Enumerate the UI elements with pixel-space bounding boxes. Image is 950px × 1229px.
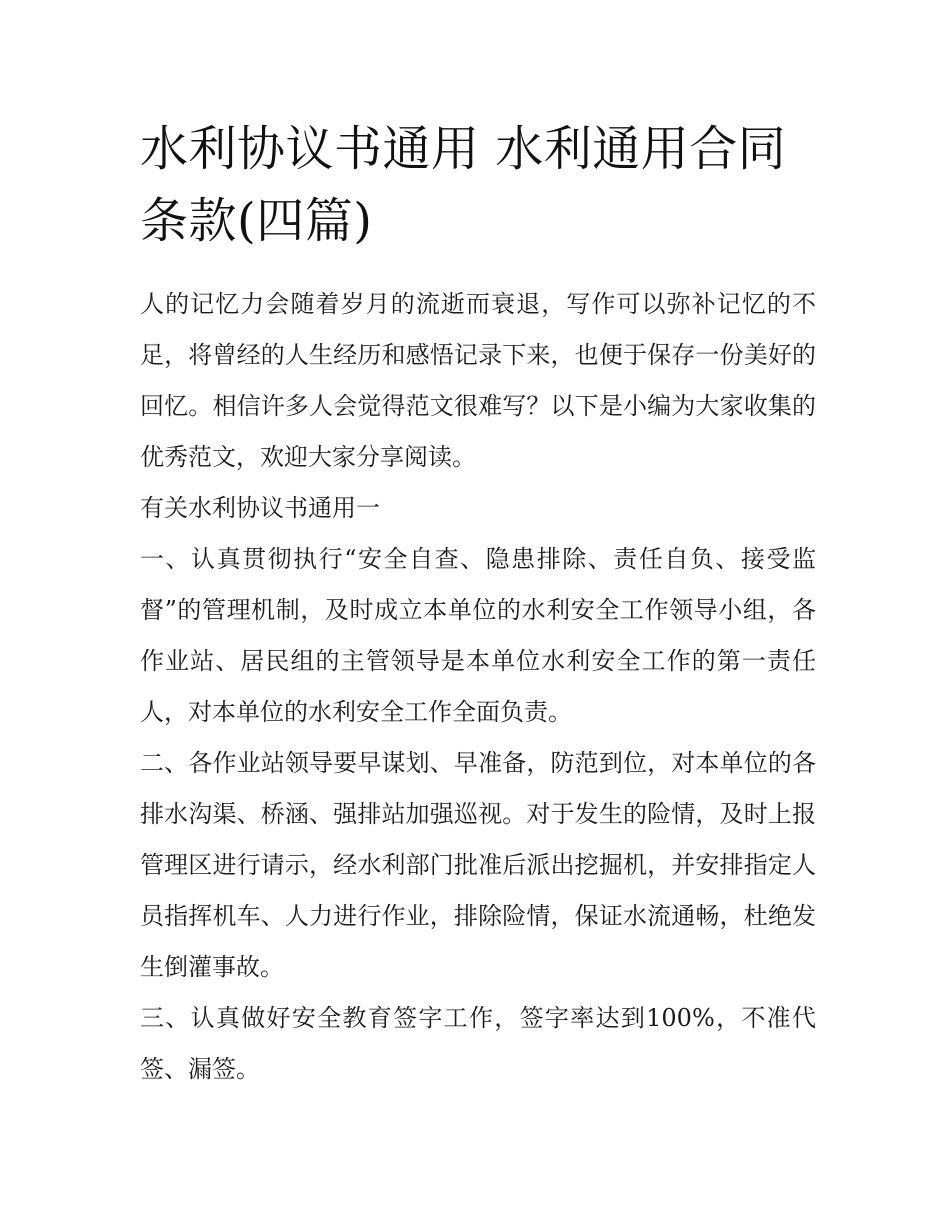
clause-paragraph-2: 二、各作业站领导要早谋划、早准备，防范到位，对本单位的各排水沟渠、桥涵、强排站加强巡视。对于发生的险情，及时上报管理区进行请示，经水利部门批准后派出挖掘机，并安排指定人员指挥机车、人力进行作业，排除险情，保证水流通畅，杜绝发生倒灌事故。 <box>140 749 816 981</box>
document-title: 水利协议书通用 水利通用合同条款(四篇) <box>140 121 787 249</box>
document-body <box>140 279 816 1095</box>
clause-paragraph-3: 三、认真做好安全教育签字工作，签字率达到100%，不准代签、漏签。 <box>140 1004 816 1083</box>
clause-paragraph-1: 一、认真贯彻执行“安全自查、隐患排除、责任自负、接受监督”的管理机制，及时成立本单位的水利安全工作领导小组，各作业站、居民组的主管领导是本单位水利安全工作的第一责任人，对本单位的水利安全工作全面负责。 <box>140 545 816 726</box>
intro-paragraph: 人的记忆力会随着岁月的流逝而衰退，写作可以弥补记忆的不足，将曾经的人生经历和感悟记录下来，也便于保存一份美好的回忆。相信许多人会觉得范文很难写？以下是小编为大家收集的优秀范文，欢迎大家分享阅读。 <box>140 290 816 471</box>
section-heading: 有关水利协议书通用一 <box>140 494 380 522</box>
